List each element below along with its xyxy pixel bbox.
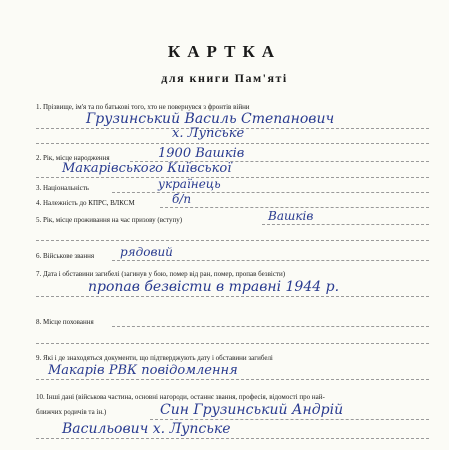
field-8-text: Місце поховання (43, 318, 94, 326)
field-8-label (36, 318, 94, 326)
field-4-number: 4. (36, 199, 42, 207)
field-3-number: 3. (36, 184, 42, 192)
field-1-value-line-2: х. Лупське (172, 126, 245, 141)
field-6-number: 6. (36, 252, 42, 260)
field-7-label (36, 270, 285, 278)
field-7-value: пропав безвісти в травні 1944 р. (88, 279, 340, 295)
field-4-value: б/п (172, 192, 192, 206)
field-1-value-line-1: Грузинський Василь Степанович (86, 111, 335, 127)
field-3-line (112, 192, 429, 193)
card-title: КАРТКА (167, 42, 282, 61)
field-10-line-2 (36, 438, 429, 439)
field-5-line (262, 224, 429, 225)
field-10-value-line-2: Васильович х. Лупське (62, 421, 231, 437)
field-1-number: 1. (36, 103, 42, 111)
field-3-value: українець (158, 177, 221, 191)
field-2-text: Рік, місце народження (43, 154, 110, 162)
field-2-line-2 (36, 177, 429, 178)
field-3-label (36, 184, 89, 192)
field-4-text: Належність до КПРС, ВЛКСМ (43, 199, 135, 207)
field-8-number: 8. (36, 318, 42, 326)
field-4-line (160, 207, 429, 208)
card-subtitle: для книги Пам'яті (161, 71, 288, 85)
field-5-label (36, 216, 182, 224)
field-9-text: Які і де знаходяться документи, що підтверджують дату і обставини загибелі (43, 354, 273, 362)
field-5-extra-line (36, 240, 429, 241)
field-6-label (36, 252, 94, 260)
field-5-text: Рік, місце проживання на час призову (вступу) (43, 216, 183, 224)
field-10-text: Інші дані (військова частина, основні нагороди, останнє звання, професія, відомості про най- (46, 393, 325, 401)
field-6-value: рядовий (120, 245, 173, 259)
field-3-text: Національність (43, 184, 90, 192)
field-9-number: 9. (36, 354, 42, 362)
field-2-value-line-1: 1900 Вашків (158, 146, 245, 161)
field-2-number: 2. (36, 154, 42, 162)
field-9-value: Макарів РВК повідомлення (48, 363, 238, 378)
field-1-label (36, 103, 250, 111)
field-7-line (36, 296, 429, 297)
field-7-text: Дата і обставини загибелі (загинув у бою, помер від ран, помер, пропав безвісти) (43, 270, 286, 278)
field-5-value: Вашків (268, 209, 314, 223)
field-10-number: 10. (36, 393, 45, 401)
field-2-value-line-2: Макарівського Київської (62, 161, 232, 176)
field-10-label (36, 393, 325, 401)
field-7-number: 7. (36, 270, 42, 278)
field-6-line (112, 260, 429, 261)
field-10-label-cont: ближчих родичів та ін.) (36, 408, 107, 416)
field-10-line-1 (150, 419, 429, 420)
field-1-line-2 (36, 143, 429, 144)
field-4-label (36, 199, 135, 207)
field-8-extra-line (36, 343, 429, 344)
field-6-text: Військове звання (43, 252, 95, 260)
field-9-label (36, 354, 273, 362)
field-8-line (112, 326, 429, 327)
field-9-line (36, 379, 429, 380)
field-10-value-line-1: Син Грузинський Андрій (160, 402, 344, 418)
field-5-number: 5. (36, 216, 42, 224)
field-1-text: Прізвище, ім'я та по батькові того, хто не повернувся з фронтів війни (43, 103, 250, 111)
